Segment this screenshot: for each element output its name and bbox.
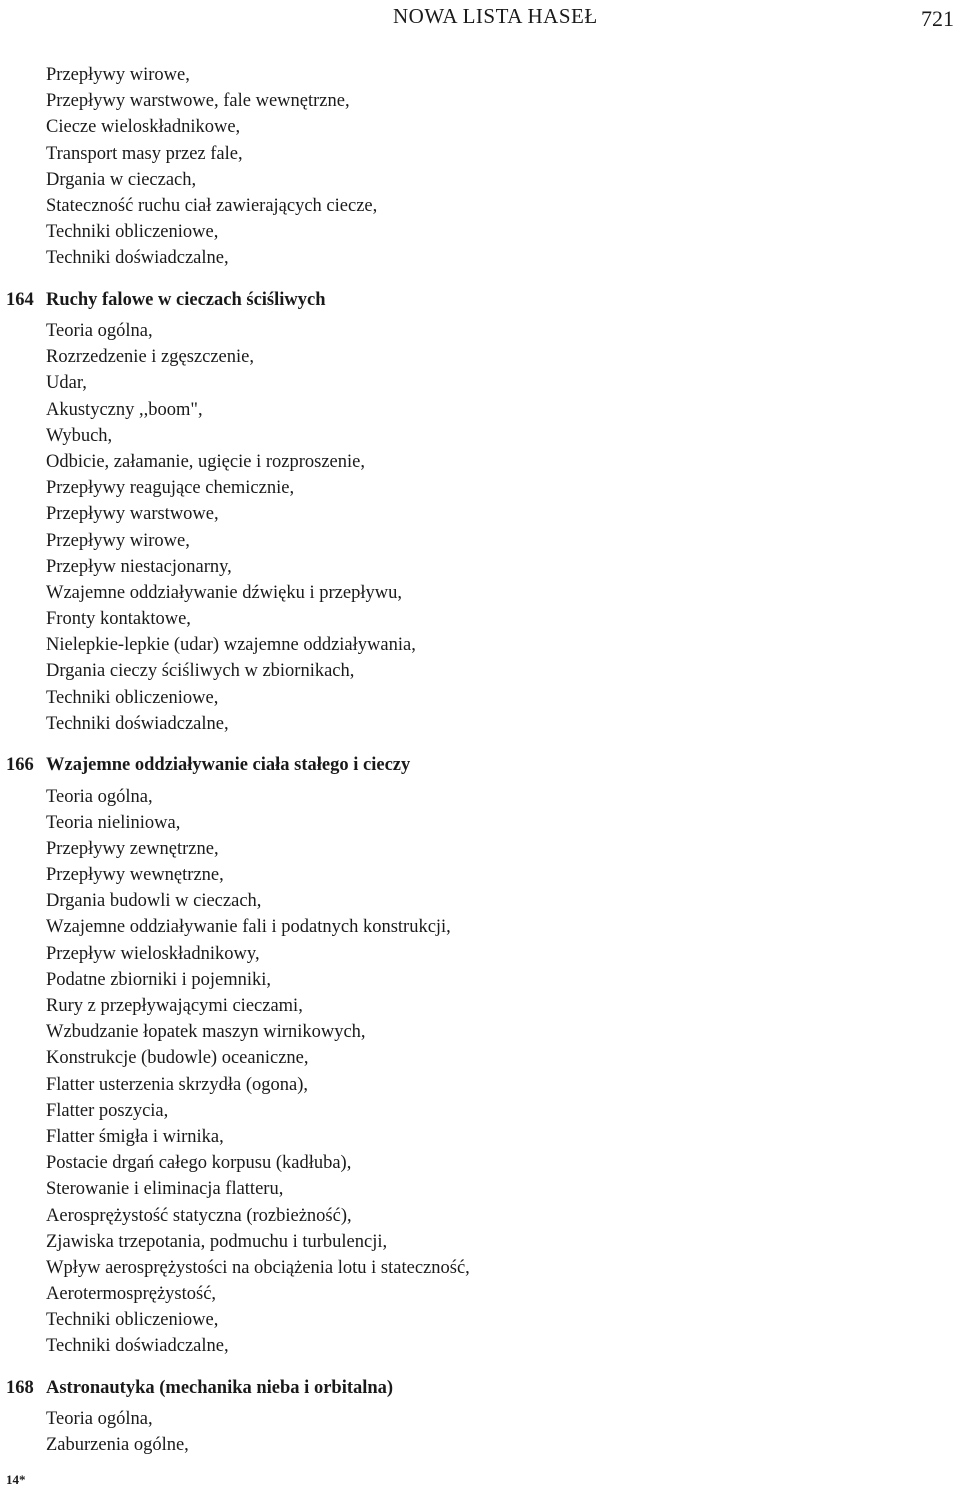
list-item: Nielepkie-lepkie (udar) wzajemne oddziaływania, — [46, 635, 416, 656]
list-item: Techniki obliczeniowe, — [46, 687, 219, 708]
section-heading — [0, 1360, 950, 1407]
list-item: Teoria ogólna, — [46, 786, 153, 807]
list-item: Zjawiska trzepotania, podmuchu i turbulencji, — [46, 1231, 388, 1252]
list-item: Teoria ogólna, — [46, 321, 153, 341]
section-number: 168 — [6, 1377, 34, 1398]
section-heading — [0, 272, 950, 319]
list-item: Flatter poszycia, — [46, 1100, 169, 1121]
list-item: Drgania cieczy ściśliwych w zbiornikach, — [46, 661, 355, 682]
page-number: 721 — [921, 6, 954, 31]
section-heading — [0, 737, 950, 784]
section-number: 164 — [6, 289, 34, 310]
list-item: Udar, — [46, 373, 87, 394]
section-title: Wzajemne oddziaływanie ciała stałego i cieczy — [46, 755, 411, 775]
list-item: Przepływ wieloskładnikowy, — [46, 943, 260, 964]
list-item: Drgania budowli w cieczach, — [46, 891, 262, 912]
list-item: Flatter usterzenia skrzydła (ogona), — [46, 1074, 308, 1095]
running-head: NOWA LISTA HASEŁ — [393, 4, 598, 28]
list-item: Flatter śmigła i wirnika, — [46, 1126, 224, 1147]
section-title: Ruchy falowe w cieczach ściśliwych — [46, 289, 326, 310]
list-item: Stateczność ruchu ciał zawierających ciecze, — [46, 195, 378, 216]
section-title: Astronautyka (mechanika nieba i orbitalna) — [46, 1377, 394, 1398]
list-item: Przepływy wirowe, — [46, 530, 190, 551]
page-content — [0, 62, 950, 1459]
list-item: Techniki obliczeniowe, — [46, 1310, 219, 1331]
list-item: Techniki doświadczalne, — [46, 1336, 229, 1357]
list-item: Drgania w cieczach, — [46, 169, 197, 190]
list-item: Rury z przepływającymi cieczami, — [46, 996, 303, 1016]
list-item: Przepływy warstwowe, — [46, 504, 219, 525]
list-item: Postacie drgań całego korpusu (kadłuba), — [46, 1153, 352, 1174]
list-item: Akustyczny ,,boom", — [46, 399, 203, 420]
list-item: Wzajemne oddziaływanie fali i podatnych konstrukcji, — [46, 917, 451, 938]
list-item: Odbicie, załamanie, ugięcie i rozproszenie, — [46, 451, 365, 472]
list-item: Fronty kontaktowe, — [46, 609, 191, 630]
intro-list — [0, 62, 950, 272]
list-item: Wpływ aerosprężystości na obciążenia lotu i stateczność, — [46, 1257, 470, 1278]
signature-mark: 14* — [6, 1472, 26, 1487]
list-item: Przepływy zewnętrzne, — [46, 838, 219, 859]
list-item: Wzajemne oddziaływanie dźwięku i przepływu, — [46, 582, 402, 603]
list-item: Wybuch, — [46, 425, 113, 446]
list-item: Techniki doświadczalne, — [46, 248, 229, 269]
list-item: Ciecze wieloskładnikowe, — [46, 117, 241, 138]
list-item: Wzbudzanie łopatek maszyn wirnikowych, — [46, 1022, 366, 1043]
list-item: Przepływy warstwowe, fale wewnętrzne, — [46, 91, 350, 112]
list-item: Przepływ niestacjonarny, — [46, 556, 232, 577]
section-number: 166 — [6, 755, 34, 775]
list-item: Przepływy wewnętrzne, — [46, 865, 224, 886]
list-item: Aerotermosprężystość, — [46, 1284, 217, 1305]
list-item: Teoria nieliniowa, — [46, 812, 181, 833]
list-item: Przepływy reagujące chemicznie, — [46, 478, 295, 499]
section-164 — [0, 272, 950, 738]
list-item: Zaburzenia ogólne, — [46, 1435, 189, 1456]
section-168 — [0, 1360, 950, 1459]
list-item: Transport masy przez fale, — [46, 143, 243, 164]
list-item: Teoria ogólna, — [46, 1409, 153, 1430]
list-item: Podatne zbiorniki i pojemniki, — [46, 969, 272, 990]
list-item: Sterowanie i eliminacja flatteru, — [46, 1179, 284, 1200]
list-item: Techniki doświadczalne, — [46, 713, 229, 734]
section-166 — [0, 737, 950, 1360]
list-item: Rozrzedzenie i zgęszczenie, — [46, 347, 254, 368]
list-item: Aerosprężystość statyczna (rozbieżność), — [46, 1205, 352, 1226]
list-item: Przepływy wirowe, — [46, 65, 190, 85]
list-item: Techniki obliczeniowe, — [46, 222, 219, 243]
list-item: Konstrukcje (budowle) oceaniczne, — [46, 1048, 309, 1069]
